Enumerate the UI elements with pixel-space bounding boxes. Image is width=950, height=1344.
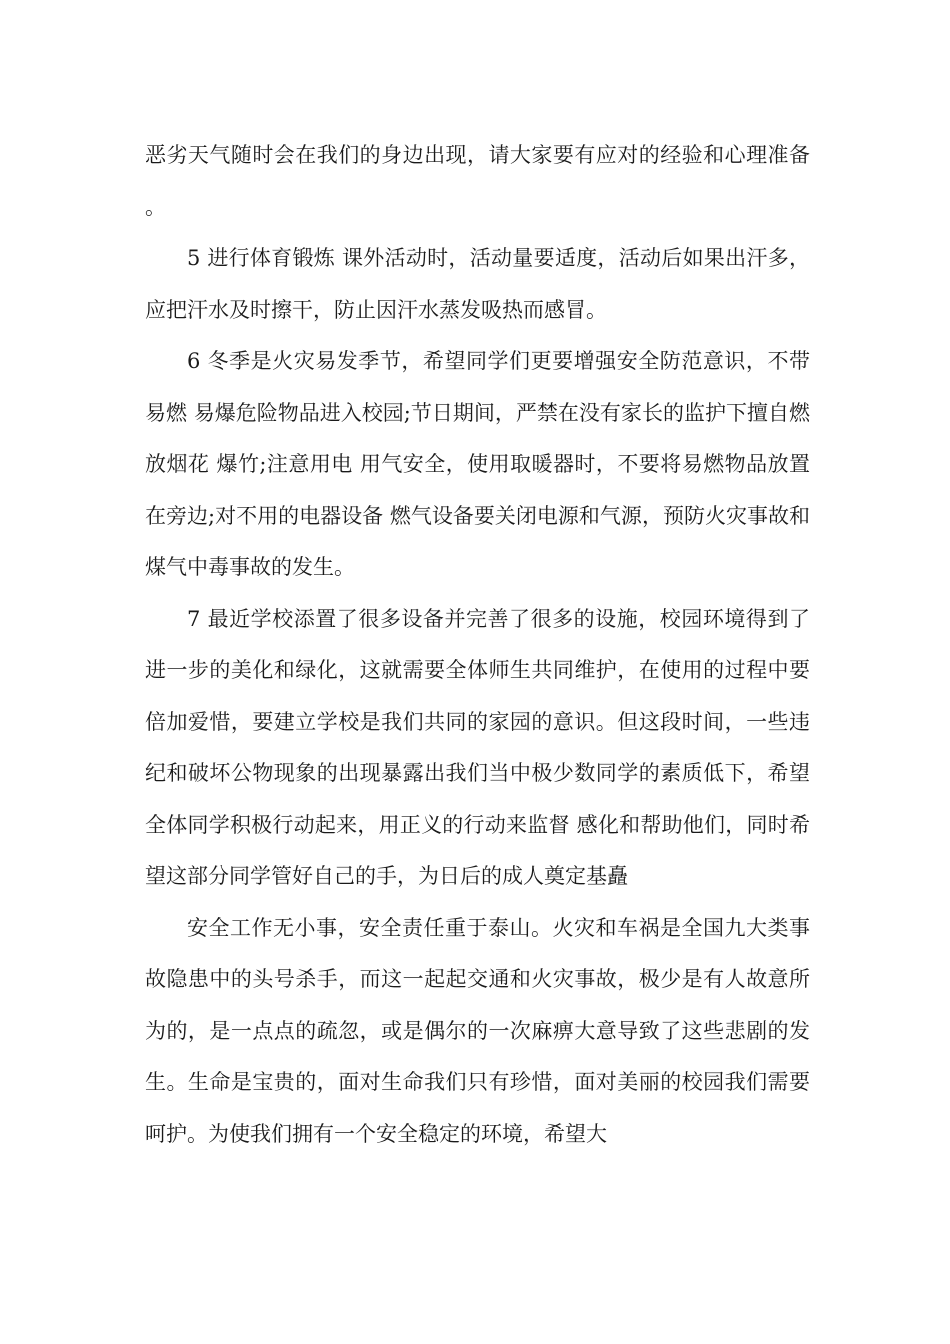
paragraph-item-6: 6 冬季是火灾易发季节，希望同学们更要增强安全防范意识，不带易燃 易爆危险物品进入校园;节日期间，严禁在没有家长的监护下擅自燃放烟花 爆竹;注意用电 用气安全，使用取暖器时，不要将易燃物品放置在旁边;对不用的电器设备 燃气设备要关闭电源和气源，预防火灾事故和煤气中毒事故的发生。 (145, 349, 810, 579)
document-body (145, 130, 810, 1160)
paragraph-safety-summary: 安全工作无小事，安全责任重于泰山。火灾和车祸是全国九大类事故隐患中的头号杀手，而这一起起交通和火灾事故，极少是有人故意所为的，是一点点的疏忽，或是偶尔的一次麻痹大意导致了这些悲剧的发生。生命是宝贵的，面对生命我们只有珍惜，面对美丽的校园我们需要呵护。为使我们拥有一个安全稳定的环境，希望大 (145, 915, 810, 1146)
paragraph-item-7: 7 最近学校添置了很多设备并完善了很多的设施，校园环境得到了进一步的美化和绿化，这就需要全体师生共同维护，在使用的过程中要倍加爱惜，要建立学校是我们共同的家园的意识。但这段时间，一些违纪和破坏公物现象的出现暴露出我们当中极少数同学的素质低下，希望全体同学积极行动起来，用正义的行动来监督 感化和帮助他们，同时希望这部分同学管好自己的手，为日后的成人奠定基矗 (145, 606, 810, 888)
paragraph-weather: 恶劣天气随时会在我们的身边出现，请大家要有应对的经验和心理准备。 (145, 143, 810, 219)
paragraph-item-5: 5 进行体育锻炼 课外活动时，活动量要适度，活动后如果出汗多，应把汗水及时擦干，防止因汗水蒸发吸热而感冒。 (145, 246, 810, 322)
